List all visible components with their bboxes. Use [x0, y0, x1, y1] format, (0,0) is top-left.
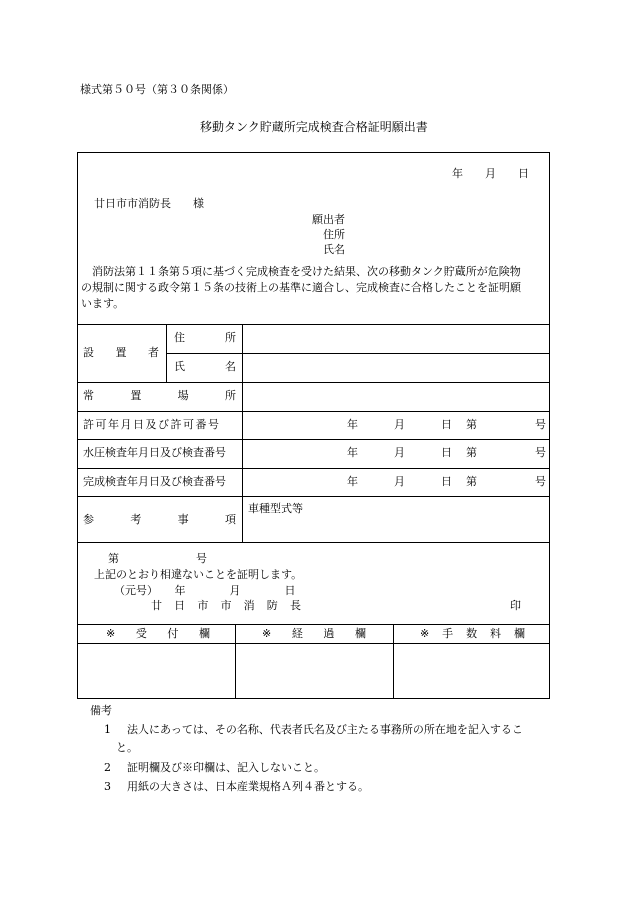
- statement-line: います。: [81, 297, 125, 310]
- hydro-number-prefix: 第: [466, 446, 477, 459]
- applicant-address-label: 住所: [323, 228, 345, 241]
- permit-date-number-label: 許可年月日及び許可番号: [83, 418, 221, 431]
- divider: [78, 624, 549, 625]
- certificate-number: 第 号: [108, 552, 207, 565]
- divider: [78, 496, 549, 497]
- permit-year-label: 年: [347, 418, 358, 431]
- divider: [78, 542, 549, 543]
- hydro-day-label: 日: [441, 446, 452, 459]
- issuer: 廿 日 市 市 消 防 長: [151, 599, 301, 612]
- completion-test-date-number-label: 完成検査年月日及び検査番号: [83, 475, 226, 488]
- statement-line: 消防法第１１条第５項に基づく完成検査を受けた結果、次の移動タンク貯蔵所が危険物: [81, 265, 521, 278]
- application-form-table: [77, 152, 550, 699]
- permit-number-suffix: 号: [535, 418, 546, 431]
- certificate-date: （元号） 年 月 日: [114, 584, 296, 597]
- statement-line: の規制に関する政令第１５条の技術上の基準に適合し、完成検査に合格したことを証明願: [81, 281, 521, 294]
- addressee: 廿日市市消防長 様: [94, 197, 204, 210]
- notes-heading: 備考: [90, 704, 112, 717]
- divider: [235, 624, 236, 698]
- note-text: 法人にあっては、その名称、代表者氏名及び主たる事務所の所在地を記入するこ: [127, 723, 523, 736]
- reference-items-label: 参 考 事 項: [83, 513, 236, 526]
- divider: [242, 324, 243, 542]
- divider: [78, 411, 549, 412]
- permit-number-prefix: 第: [466, 418, 477, 431]
- completion-number-prefix: 第: [466, 475, 477, 488]
- completion-year-label: 年: [347, 475, 358, 488]
- applicant-name-label: 氏名: [323, 243, 345, 256]
- installer-label: 設 置 者: [83, 346, 159, 359]
- note-number: 3: [104, 780, 111, 793]
- certificate-statement: 上記のとおり相違ないことを証明します。: [94, 568, 303, 581]
- applicant-label: 願出者: [312, 213, 345, 226]
- vehicle-type-label: 車種型式等: [248, 502, 303, 515]
- completion-month-label: 月: [394, 475, 405, 488]
- hydro-test-date-number-label: 水圧検査年月日及び検査番号: [83, 446, 226, 459]
- completion-number-suffix: 号: [535, 475, 546, 488]
- progress-column-header: ※ 経 過 欄: [262, 627, 366, 640]
- note-text: 用紙の大きさは、日本産業規格Ａ列４番とする。: [127, 780, 369, 793]
- document-title: 移動タンク貯蔵所完成検査合格証明願出書: [200, 120, 428, 134]
- form-number: 様式第５０号（第３０条関係）: [80, 83, 234, 96]
- completion-day-label: 日: [441, 475, 452, 488]
- application-date: 年 月 日: [452, 167, 529, 180]
- divider: [166, 353, 549, 354]
- divider: [393, 624, 394, 698]
- note-number: 2: [104, 761, 111, 774]
- divider: [78, 324, 549, 325]
- divider: [78, 643, 549, 644]
- note-text-continuation: と。: [116, 741, 138, 754]
- divider: [78, 382, 549, 383]
- storage-location-label: 常 置 場 所: [83, 389, 236, 402]
- hydro-month-label: 月: [394, 446, 405, 459]
- divider: [78, 439, 549, 440]
- divider: [78, 468, 549, 469]
- hydro-year-label: 年: [347, 446, 358, 459]
- permit-day-label: 日: [441, 418, 452, 431]
- hydro-number-suffix: 号: [535, 446, 546, 459]
- installer-name-label: 氏 名: [174, 360, 236, 373]
- installer-address-label: 住 所: [174, 331, 236, 344]
- note-number: 1: [104, 723, 111, 736]
- note-text: 証明欄及び※印欄は、記入しないこと。: [127, 761, 325, 774]
- reception-column-header: ※ 受 付 欄: [106, 627, 210, 640]
- fee-column-header: ※ 手 数 料 欄: [420, 627, 525, 640]
- seal-mark: 印: [510, 599, 521, 612]
- divider: [166, 324, 167, 382]
- permit-month-label: 月: [394, 418, 405, 431]
